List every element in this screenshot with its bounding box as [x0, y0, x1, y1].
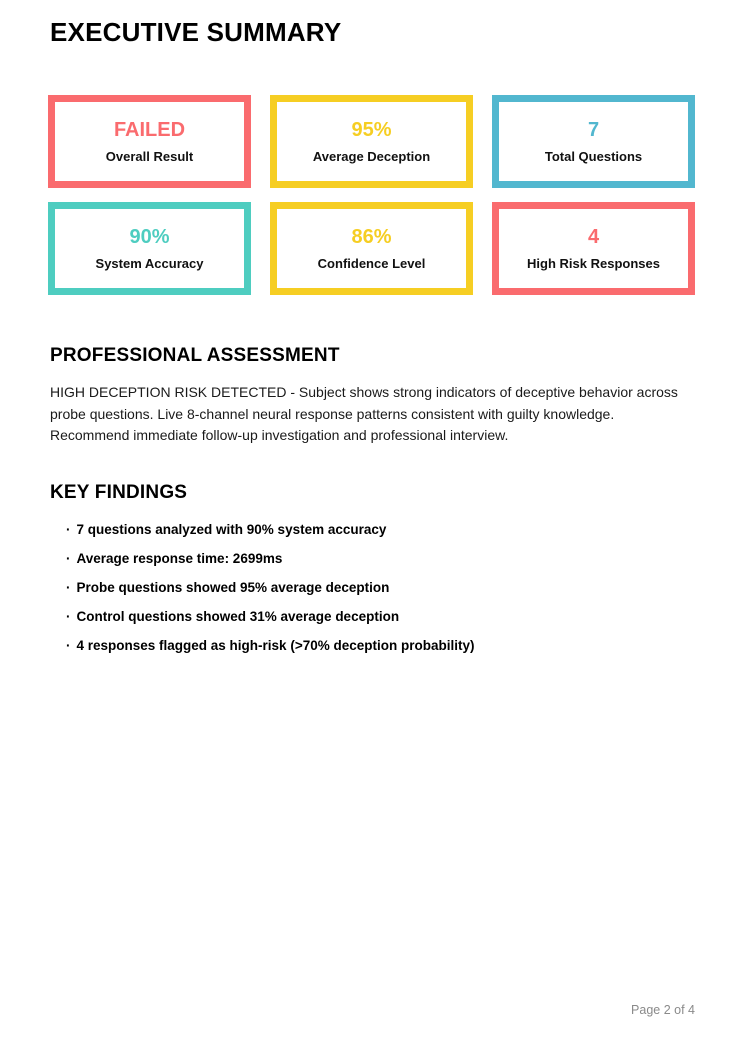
assessment-body-text: HIGH DECEPTION RISK DETECTED - Subject shows strong indicators of deceptive behavior across probe questions. Live 8-channel neural response patterns consistent with guilty knowledge. Recommend immediate follow-up investigation and professional interview. — [50, 384, 678, 443]
card-confidence-level — [270, 202, 473, 295]
page-number: Page 2 of 4 — [631, 1003, 695, 1017]
bullet-icon: · — [66, 522, 71, 537]
card-value: 86% — [351, 226, 392, 248]
card-system-accuracy — [48, 202, 251, 295]
card-value: 7 — [587, 119, 600, 141]
card-high-risk-responses — [492, 202, 695, 295]
bullet-icon: · — [66, 551, 71, 566]
key-finding-text: Control questions showed 31% average deception — [76, 609, 400, 624]
card-value: 90% — [129, 226, 170, 248]
key-finding-item — [66, 581, 695, 595]
key-finding-text: 4 responses flagged as high-risk (>70% deception probability) — [76, 638, 475, 653]
bullet-icon: · — [66, 638, 71, 653]
card-overall-result — [48, 95, 251, 188]
card-total-questions — [492, 95, 695, 188]
key-finding-text: Average response time: 2699ms — [76, 551, 283, 566]
key-findings-section — [50, 482, 695, 668]
key-finding-item — [66, 610, 695, 624]
card-label: Confidence Level — [317, 256, 426, 271]
professional-assessment-section — [50, 345, 695, 447]
key-finding-text: 7 questions analyzed with 90% system accuracy — [76, 522, 387, 537]
key-finding-item — [66, 523, 695, 537]
card-label: Overall Result — [105, 149, 194, 164]
card-average-deception — [270, 95, 473, 188]
key-finding-text: Probe questions showed 95% average deception — [76, 580, 390, 595]
card-label: Total Questions — [544, 149, 643, 164]
page-title: EXECUTIVE SUMMARY — [50, 17, 342, 47]
card-value: 95% — [351, 119, 392, 141]
card-value: FAILED — [113, 119, 186, 141]
summary-cards-grid — [48, 95, 695, 295]
card-label: High Risk Responses — [527, 256, 660, 271]
bullet-icon: · — [66, 609, 71, 624]
bullet-icon: · — [66, 580, 71, 595]
card-value: 4 — [587, 226, 600, 248]
key-finding-item — [66, 552, 695, 566]
card-label: System Accuracy — [95, 256, 204, 271]
section-heading-key-findings: KEY FINDINGS — [50, 482, 188, 503]
section-heading-professional-assessment: PROFESSIONAL ASSESSMENT — [50, 345, 340, 366]
key-findings-list — [50, 523, 695, 653]
key-finding-item — [66, 639, 695, 653]
card-label: Average Deception — [312, 149, 431, 164]
